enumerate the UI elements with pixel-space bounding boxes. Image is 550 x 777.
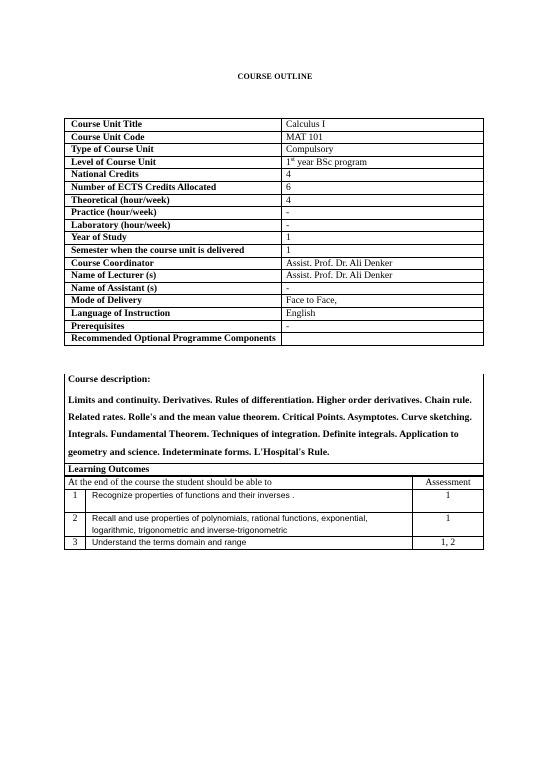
outcome-assessment: 1 [413, 512, 484, 537]
table-row [65, 156, 484, 169]
row-label: Prerequisites [65, 320, 282, 333]
row-label: Number of ECTS Credits Allocated [65, 181, 282, 194]
row-value [282, 156, 484, 169]
outcome-text: Recall and use properties of polynomials, rational functions, exponential, logarithmic, trigonometric and inverse-trigonometric [86, 512, 413, 537]
course-description-heading: Course description: [68, 374, 151, 385]
course-info-table [64, 118, 484, 346]
table-row [65, 244, 484, 257]
learning-outcomes-table [64, 476, 484, 550]
row-label: Laboratory (hour/week) [65, 219, 282, 232]
table-row [65, 232, 484, 245]
row-label: Course Coordinator [65, 257, 282, 270]
row-label: Type of Course Unit [65, 144, 282, 157]
table-row [65, 270, 484, 283]
row-value: 1 [282, 244, 484, 257]
row-value: 4 [282, 194, 484, 207]
row-label: Name of Assistant (s) [65, 282, 282, 295]
table-row [65, 257, 484, 270]
table-row [65, 207, 484, 220]
row-value: English [282, 307, 484, 320]
row-value: MAT 101 [282, 131, 484, 144]
row-value: Face to Face, [282, 295, 484, 308]
row-label: Recommended Optional Programme Components [65, 333, 282, 346]
row-value [282, 333, 484, 346]
row-label: Course Unit Title [65, 119, 282, 132]
row-value: - [282, 320, 484, 333]
level-text: year BSc program [294, 156, 368, 168]
row-value: 6 [282, 181, 484, 194]
page-title: COURSE OUTLINE [237, 72, 313, 81]
table-row [65, 194, 484, 207]
outcome-text: Understand the terms domain and range [86, 537, 413, 550]
assessment-header: Assessment [413, 477, 484, 490]
table-row [65, 295, 484, 308]
table-row [65, 181, 484, 194]
table-row [65, 144, 484, 157]
outcome-number: 3 [65, 537, 86, 550]
row-value: 4 [282, 169, 484, 182]
row-label: Language of Instruction [65, 307, 282, 320]
row-value: Assist. Prof. Dr. Ali Denker [282, 257, 484, 270]
row-label: Course Unit Code [65, 131, 282, 144]
learning-outcomes-heading: Learning Outcomes [64, 464, 484, 476]
table-row [65, 131, 484, 144]
level-ordinal: st [290, 156, 295, 163]
table-row [65, 219, 484, 232]
row-value: Assist. Prof. Dr. Ali Denker [282, 270, 484, 283]
row-label: National Credits [65, 169, 282, 182]
row-label: Level of Course Unit [65, 156, 282, 169]
row-value: - [282, 282, 484, 295]
table-row [65, 537, 484, 550]
table-row [65, 282, 484, 295]
row-label: Mode of Delivery [65, 295, 282, 308]
table-row [65, 489, 484, 512]
row-label: Semester when the course unit is delivered [65, 244, 282, 257]
table-row [65, 307, 484, 320]
table-header-row [65, 477, 484, 490]
outcome-text: Recognize properties of functions and their inverses . [86, 489, 413, 512]
outcome-number: 1 [65, 489, 86, 512]
table-row [65, 169, 484, 182]
row-label: Name of Lecturer (s) [65, 270, 282, 283]
table-row [65, 320, 484, 333]
row-label: Year of Study [65, 232, 282, 245]
outcome-assessment: 1, 2 [413, 537, 484, 550]
outcome-assessment: 1 [413, 489, 484, 512]
row-value: Compulsory [282, 144, 484, 157]
table-row [65, 512, 484, 537]
row-value: Calculus I [282, 119, 484, 132]
table-row [65, 333, 484, 346]
row-label: Practice (hour/week) [65, 207, 282, 220]
row-label: Theoretical (hour/week) [65, 194, 282, 207]
level-number: 1 [286, 156, 291, 168]
row-value: - [282, 207, 484, 220]
table-row [65, 119, 484, 132]
outcomes-intro: At the end of the course the student should be able to [65, 477, 413, 490]
course-description-box [64, 374, 484, 464]
row-value: 1 [282, 232, 484, 245]
course-description-text: Limits and continuity. Derivatives. Rules of differentiation. Higher order derivatives. Chain rule. Related rates. Rolle's and the mean value theorem. Critical Points. Asymptotes. Curve sketching. Integrals. Fundamental Theorem. Techniques of integration. Definite integrals. Application to geometry and science. Indeterminate forms. L'Hospital's Rule. [68, 395, 472, 458]
outcome-number: 2 [65, 512, 86, 537]
row-value: - [282, 219, 484, 232]
